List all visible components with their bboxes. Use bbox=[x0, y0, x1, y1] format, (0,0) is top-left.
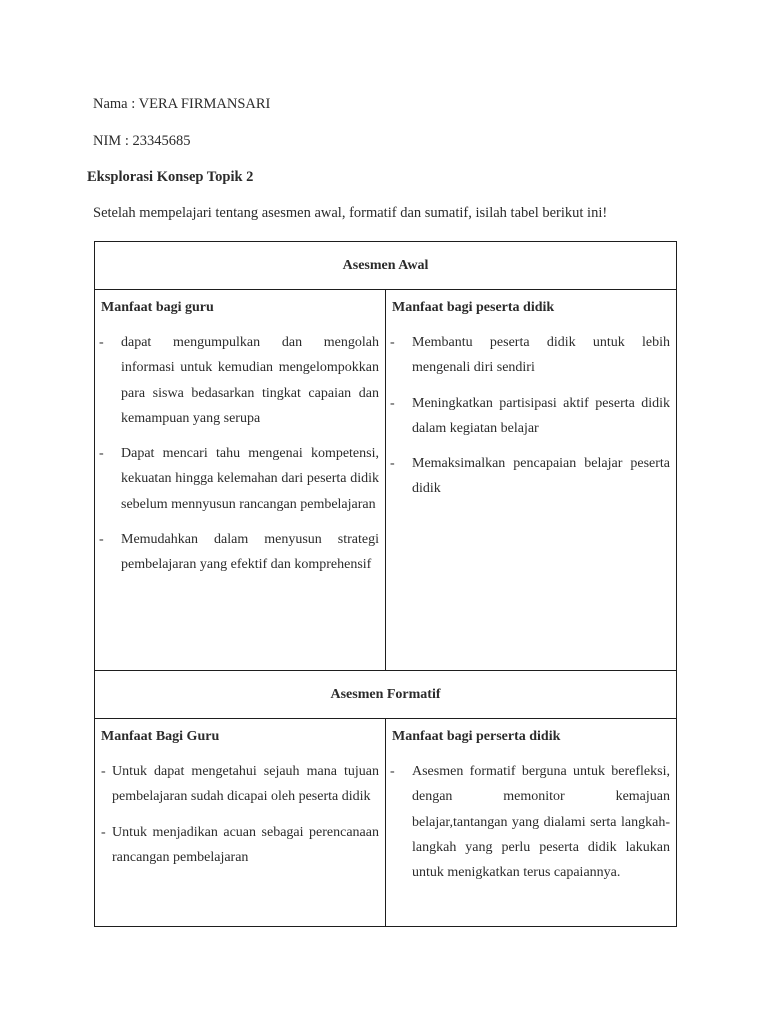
page-title: Eksplorasi Konsep Topik 2 bbox=[87, 169, 254, 185]
list-item bbox=[392, 330, 670, 381]
list-item bbox=[101, 441, 379, 517]
bullet-dash: - bbox=[101, 824, 106, 840]
list-item-text: dapat mengumpulkan dan mengolah informasi untuk kemudian mengelompokkan para siswa bedasarkan tingkat capaian dan kemampuan yang serupa bbox=[121, 335, 379, 426]
bullet-dash: - bbox=[390, 456, 395, 472]
cell-formatif-peserta bbox=[386, 719, 677, 927]
column-heading-guru: Manfaat bagi guru bbox=[101, 300, 214, 315]
student-nim: NIM : 23345685 bbox=[93, 133, 191, 149]
list-item bbox=[101, 759, 379, 810]
list-item bbox=[101, 820, 379, 871]
list-item bbox=[392, 391, 670, 442]
cell-awal-peserta bbox=[386, 290, 677, 671]
benefit-list-formatif-peserta bbox=[392, 759, 670, 885]
list-item-text: Untuk dapat mengetahui sejauh mana tujuan pembelajaran sudah dicapai oleh peserta didik bbox=[112, 764, 379, 805]
instruction-text: Setelah mempelajari tentang asesmen awal, formatif dan sumatif, isilah tabel berikut ini! bbox=[93, 205, 608, 221]
bullet-dash: - bbox=[99, 532, 104, 548]
bullet-dash: - bbox=[101, 764, 106, 779]
bullet-dash: - bbox=[390, 335, 395, 350]
list-item-text: Memudahkan dalam menyusun strategi pembelajaran yang efektif dan komprehensif bbox=[121, 532, 379, 573]
column-heading-peserta: Manfaat bagi perserta didik bbox=[392, 729, 561, 744]
benefit-list-awal-peserta bbox=[392, 330, 670, 502]
list-item bbox=[101, 527, 379, 578]
section-heading-asesmen-formatif: Asesmen Formatif bbox=[95, 671, 677, 719]
list-item bbox=[101, 330, 379, 431]
list-item-text: Untuk menjadikan acuan sebagai perencanaan rancangan pembelajaran bbox=[112, 824, 379, 865]
assessment-table bbox=[94, 241, 677, 927]
list-item-text: Dapat mencari tahu mengenai kompetensi, kekuatan hingga kelemahan dari peserta didik sebelum mennyusun rancangan pembelajaran bbox=[121, 446, 379, 512]
list-item-text: Asesmen formatif berguna untuk berefleksi, dengan memonitor kemajuan belajar,tantangan yang dialami serta langkah-langkah yang perlu peserta didik lakukan untuk menigkatkan terus capaiannya. bbox=[412, 764, 670, 881]
list-item bbox=[392, 759, 670, 885]
column-heading-peserta: Manfaat bagi peserta didik bbox=[392, 300, 555, 315]
section-heading-asesmen-awal: Asesmen Awal bbox=[95, 242, 677, 290]
bullet-dash: - bbox=[99, 335, 104, 350]
list-item-text: Meningkatkan partisipasi aktif peserta didik dalam kegiatan belajar bbox=[412, 395, 670, 436]
bullet-dash: - bbox=[99, 446, 104, 462]
column-heading-guru: Manfaat Bagi Guru bbox=[101, 729, 220, 744]
cell-awal-guru bbox=[95, 290, 386, 671]
list-item-text: Membantu peserta didik untuk lebih mengenali diri sendiri bbox=[412, 335, 670, 376]
bullet-dash: - bbox=[390, 395, 395, 411]
benefit-list-formatif-guru bbox=[101, 759, 379, 870]
bullet-dash: - bbox=[390, 764, 395, 779]
list-item-text: Memaksimalkan pencapaian belajar peserta didik bbox=[412, 456, 670, 497]
list-item bbox=[392, 451, 670, 502]
benefit-list-awal-guru bbox=[101, 330, 379, 578]
student-name: Nama : VERA FIRMANSARI bbox=[93, 96, 271, 112]
cell-formatif-guru bbox=[95, 719, 386, 927]
